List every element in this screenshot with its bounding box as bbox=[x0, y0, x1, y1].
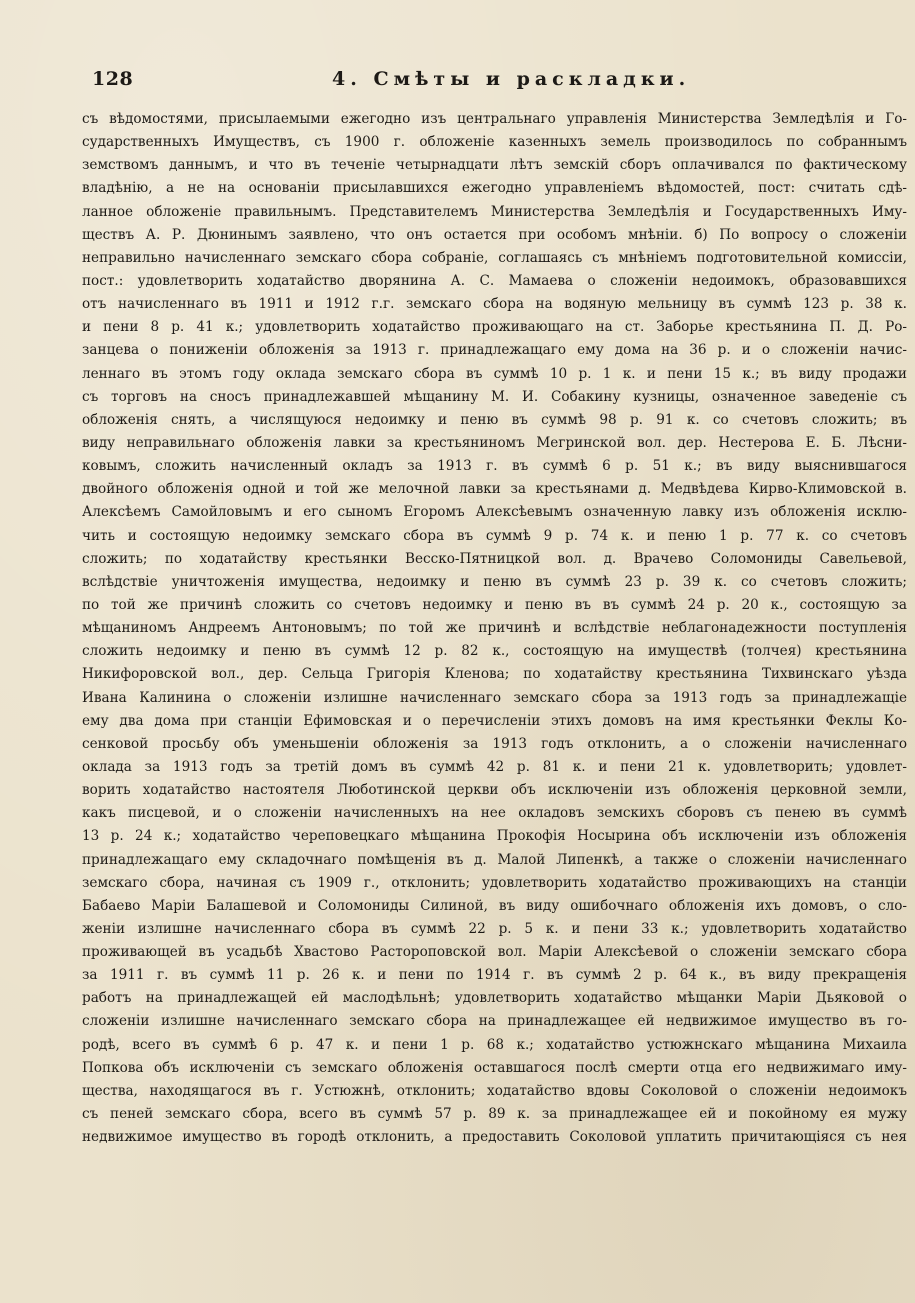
text-line: чить и состоящую недоимку земскаго сбора въ суммѣ 9 р. 74 к. и пеню 1 р. 77 к. со счетовъ bbox=[82, 527, 907, 544]
text-line: леннаго въ этомъ году оклада земскаго сбора въ суммѣ 10 р. 1 к. и пени 15 к.; въ виду продажи bbox=[82, 365, 907, 382]
text-line: сложить; по ходатайству крестьянки Весско-Пятницкой вол. д. Врачево Соломониды Савельевой, bbox=[82, 550, 907, 567]
text-line: ворить ходатайство настоятеля Люботинской церкви объ исключеніи изъ обложенія церковной земли, bbox=[82, 782, 907, 799]
text-line: оклада за 1913 годъ за третій домъ въ суммѣ 42 р. 81 к. и пени 21 к. удовлетворить; удовлет- bbox=[82, 758, 907, 775]
text-line: неправильно начисленнаго земскаго сбора собраніе, соглашаясь съ мнѣніемъ подготовительной комиссіи, bbox=[82, 249, 907, 266]
text-line: за 1911 г. въ суммѣ 11 р. 26 к. и пени по 1914 г. въ суммѣ 2 р. 64 к., въ виду прекращенія bbox=[82, 967, 907, 984]
text-line: и пени 8 р. 41 к.; удовлетворить ходатайство проживающаго на ст. Заборье крестьянина П. Д. Ро- bbox=[82, 319, 907, 336]
text-line: сударственныхъ Имуществъ, съ 1900 г. обложеніе казенныхъ земель производилось по собраннымъ bbox=[82, 134, 907, 151]
text-line: отъ начисленнаго въ 1911 и 1912 г.г. земскаго сбора на водяную мельницу въ суммѣ 123 р. 38 к. bbox=[82, 296, 907, 313]
text-line: родѣ, всего въ суммѣ 6 р. 47 к. и пени 1 р. 68 к.; ходатайство устюжнскаго мѣщанина Михаила bbox=[82, 1036, 907, 1053]
text-line: земствомъ даннымъ, и что въ теченіе четырнадцати лѣтъ земскій сборъ оплачивался по фактическому bbox=[82, 157, 907, 174]
text-line: Бабаево Маріи Балашевой и Соломониды Силиной, въ виду ошибочнаго обложенія ихъ домовъ, о сло- bbox=[82, 897, 907, 914]
text-line: владѣнію, а не на основаніи присылавшихся ежегодно управленіемъ вѣдомостей, пост: считать сдѣ- bbox=[82, 180, 907, 197]
running-title: 4. Смѣты и раскладки. bbox=[332, 68, 691, 90]
text-line: Ивана Калинина о сложеніи излишне начисленнаго земскаго сбора за 1913 годъ за принадлежащіе bbox=[82, 689, 907, 706]
text-line: занцева о пониженіи обложенія за 1913 г. принадлежащаго ему дома на 36 р. и о сложеніи начис- bbox=[82, 342, 907, 359]
text-line: щества, находящагося въ г. Устюжнѣ, отклонить; ходатайство вдовы Соколовой о сложеніи недоимокъ bbox=[82, 1082, 907, 1099]
text-line: земскаго сбора, начиная съ 1909 г., отклонить; удовлетворить ходатайство проживающихъ на станціи bbox=[82, 874, 907, 891]
text-line: мѣщаниномъ Андреемъ Антоновымъ; по той же причинѣ и вслѣдствіе неблагонадежности поступленія bbox=[82, 620, 907, 637]
text-line: сложеніи излишне начисленнаго земскаго сбора на принадлежащее ей недвижимое имущество въ го- bbox=[82, 1013, 907, 1030]
body-text bbox=[82, 108, 907, 1149]
text-line: ему два дома при станціи Ефимовская и о перечисленіи этихъ домовъ на имя крестьянки Феклы Ко- bbox=[82, 712, 907, 729]
text-line: Попкова объ исключеніи съ земскаго обложенія оставшагося послѣ смерти отца его недвижимаго иму- bbox=[82, 1059, 907, 1076]
text-line: проживающей въ усадьбѣ Хвастово Растороповской вол. Маріи Алексѣевой о сложеніи земскаго сбора bbox=[82, 944, 907, 961]
text-line: съ вѣдомостями, присылаемыми ежегодно изъ центральнаго управленія Министерства Земледѣлія и Го- bbox=[82, 111, 907, 127]
text-line: по той же причинѣ сложить со счетовъ недоимку и пеню въ въ суммѣ 24 р. 20 к., состоящую за bbox=[82, 596, 907, 613]
text-line: ковымъ, сложить начисленный окладъ за 1913 г. въ суммѣ 6 р. 51 к.; въ виду выяснившагося bbox=[82, 458, 907, 475]
text-line: двойного обложенія одной и той же мелочной лавки за крестьянами д. Медвѣдева Кирво-Климовской в. bbox=[82, 481, 907, 498]
text-line: недвижимое имущество въ городѣ отклонить, а предоставить Соколовой уплатить причитающіяся съ нея bbox=[82, 1129, 907, 1146]
text-line: работъ на принадлежащей ей маслодѣльнѣ; удовлетворить ходатайство мѣщанки Маріи Дьяковой о bbox=[82, 990, 907, 1007]
text-line: женіи излишне начисленнаго сбора въ суммѣ 22 р. 5 к. и пени 33 к.; удовлетворить ходатайство bbox=[82, 920, 907, 937]
text-line: какъ писцевой, и о сложеніи начисленныхъ на нее окладовъ земскихъ сборовъ съ пенею въ суммѣ bbox=[82, 805, 907, 822]
text-line: сложить недоимку и пеню въ суммѣ 12 р. 82 к., состоящую на имуществѣ (толчея) крестьянина bbox=[82, 643, 907, 660]
text-line: съ пеней земскаго сбора, всего въ суммѣ 57 р. 89 к. за принадлежащее ей и покойному ея мужу bbox=[82, 1106, 907, 1123]
text-line: пост.: удовлетворить ходатайство дворянина А. С. Мамаева о сложеніи недоимокъ, образовавшихся bbox=[82, 272, 907, 289]
text-line: Никифоровской вол., дер. Сельца Григорія Кленова; по ходатайству крестьянина Тихвинскаго уѣзда bbox=[82, 666, 907, 683]
text-line: 13 р. 24 к.; ходатайство череповецкаго мѣщанина Прокофія Носырина объ исключеніи изъ обложенія bbox=[82, 828, 907, 845]
text-line: виду неправильнаго обложенія лавки за крестьяниномъ Мегринской вол. дер. Нестерова Е. Б. Лѣсни- bbox=[82, 434, 907, 451]
text-line: съ торговъ на сносъ принадлежавшей мѣщанину М. И. Собакину кузницы, означенное заведеніе съ bbox=[82, 388, 907, 405]
page-header bbox=[92, 68, 895, 94]
text-line: обложенія снять, а числящуюся недоимку и пеню въ суммѣ 98 р. 91 к. со счетовъ сложить; въ bbox=[82, 411, 907, 428]
text-line: вслѣдствіе уничтоженія имущества, недоимку и пеню въ суммѣ 23 р. 39 к. со счетовъ сложить; bbox=[82, 573, 907, 590]
text-line: сенковой просьбу объ уменьшеніи обложенія за 1913 годъ отклонить, а о сложеніи начисленнаго bbox=[82, 735, 907, 752]
page-number: 128 bbox=[92, 68, 134, 90]
text-line: принадлежащаго ему складочнаго помѣщенія въ д. Малой Липенкѣ, а также о сложеніи начисленнаго bbox=[82, 851, 907, 868]
text-line: Алексѣемъ Самойловымъ и его сыномъ Егоромъ Алексѣевымъ означенную лавку изъ обложенія исклю- bbox=[82, 504, 907, 521]
text-line: ществъ А. Р. Дюнинымъ заявлено, что онъ остается при особомъ мнѣніи. б) По вопросу о сложеніи bbox=[82, 226, 907, 243]
text-line: ланное обложеніе правильнымъ. Представителемъ Министерства Земледѣлія и Государственныхъ Иму- bbox=[82, 203, 907, 220]
